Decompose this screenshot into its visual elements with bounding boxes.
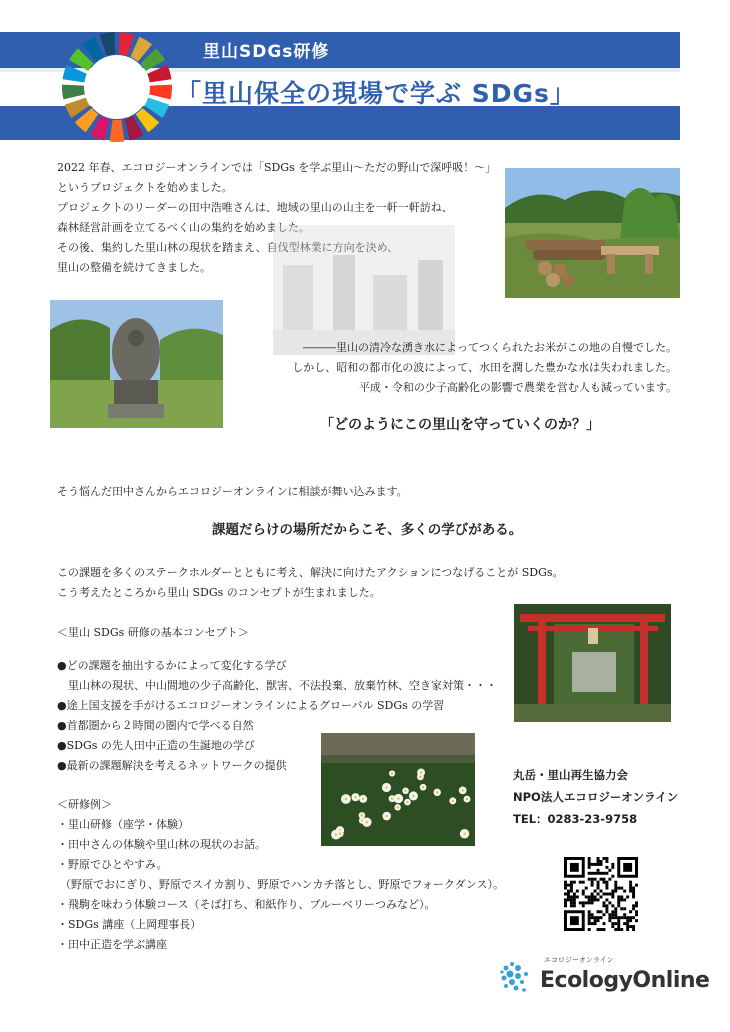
photo-wildflowers	[321, 733, 475, 846]
sdg-wheel-logo	[60, 30, 174, 144]
intro-line: というプロジェクトを始めました。	[57, 181, 233, 194]
intro-line: その後、集約した里山林の現状を踏まえ、自伐型林業に方向を決め、	[57, 241, 399, 254]
concept-title: ＜里山 SDGs 研修の基本コンセプト＞	[57, 626, 249, 639]
examples-title: ＜研修例＞	[57, 798, 112, 811]
photo-stone-statue	[50, 300, 223, 428]
question-heading: 「どのようにこの里山を守っていくのか？」	[320, 417, 600, 433]
logo-katakana: エコロジーオンライン	[544, 956, 614, 964]
intro-line: 森林経営計画を立てるべく山の集約を始めました。	[57, 221, 310, 234]
intro-line: プロジェクトのリーダーの田中浩唯さんは、地域の里山の山主を一軒一軒訪ね、	[57, 201, 453, 214]
header-subtitle: 里山SDGs研修	[203, 42, 330, 62]
list-item: ●どの課題を抽出するかによって変化する学び	[57, 659, 287, 672]
sdg-wheel-segment	[100, 32, 116, 56]
organization-name: 丸岳・里山再生協力会	[513, 768, 628, 782]
history-line: しかし、昭和の都市化の波によって、水田を潤した豊かな水は失われました。	[292, 361, 677, 374]
list-item: ・飛駒を味わう体験コース（そば打ち、和紙作り、ブルーベリーつみなど）。	[57, 898, 436, 911]
list-item: ●SDGs の先人田中正造の生誕地の学び	[57, 739, 255, 752]
sdg-wheel-segment	[119, 32, 135, 56]
intro-line: 里山の整備を続けてきました。	[57, 261, 211, 274]
qr-code[interactable]	[564, 857, 638, 931]
organization-info	[513, 764, 678, 830]
sdg-wheel-segment	[149, 85, 172, 100]
list-item: ●最新の課題解決を考えるネットワークの提供	[57, 759, 287, 772]
list-item: ●途上国支援を手がけるエコロジーオンラインによるグローバル SDGs の学習	[57, 699, 445, 712]
intro-line: 2022 年春、エコロジーオンラインでは「SDGs を学ぶ里山～ただの野山で深呼吸！～」	[57, 161, 497, 174]
page-title: 「里山保全の現場で学ぶ SDGs」	[176, 79, 576, 108]
concept-intro-line: この課題を多くのステークホルダーとともに考え、解決に向けたアクションにつなげることが SDGs。	[57, 566, 564, 579]
list-item: 里山林の現状、中山間地の少子高齢化、獣害、不法投棄、放棄竹林、空き家対策・・・	[57, 679, 497, 692]
organization-npo: NPO法人エコロジーオンライン	[513, 790, 679, 804]
consult-line: そう悩んだ田中さんからエコロジーオンラインに相談が舞い込みます。	[57, 485, 408, 498]
list-item: ・田中正造を学ぶ講座	[57, 938, 167, 951]
list-item: ・里山研修（座学・体験）	[57, 818, 189, 831]
learning-heading: 課題だらけの場所だからこそ、多くの学びがある。	[212, 522, 523, 538]
list-item: ・田中さんの体験や里山林の現状のお話。	[57, 838, 266, 851]
sdg-wheel-segment	[62, 85, 85, 100]
list-item: （野原でおにぎり、野原でスイカ割り、野原でハンカチ落とし、野原でフォークダンス）。	[60, 878, 504, 891]
history-line: ―――里山の清冷な湧き水によってつくられたお米がこの地の自慢でした。	[303, 341, 677, 354]
photo-faded-background	[273, 225, 455, 355]
history-line: 平成・令和の少子高齢化の影響で農業を営む人も減っています。	[358, 381, 677, 394]
list-item: ・野原でひとやすみ。	[57, 858, 168, 871]
logo-wordmark: EcologyOnline	[540, 968, 710, 993]
list-item: ・SDGs 講座（上岡理事長）	[57, 918, 202, 931]
photo-log-pile	[505, 168, 680, 298]
list-item: ●首都圏から２時間の圏内で学べる自然	[57, 719, 254, 732]
concept-intro-line: こう考えたところから里山 SDGs のコンセプトが生まれました。	[57, 586, 381, 599]
sdg-wheel-segment	[110, 120, 125, 142]
organization-tel: TEL：0283-23-9758	[513, 812, 638, 826]
photo-torii-gate	[514, 604, 671, 722]
